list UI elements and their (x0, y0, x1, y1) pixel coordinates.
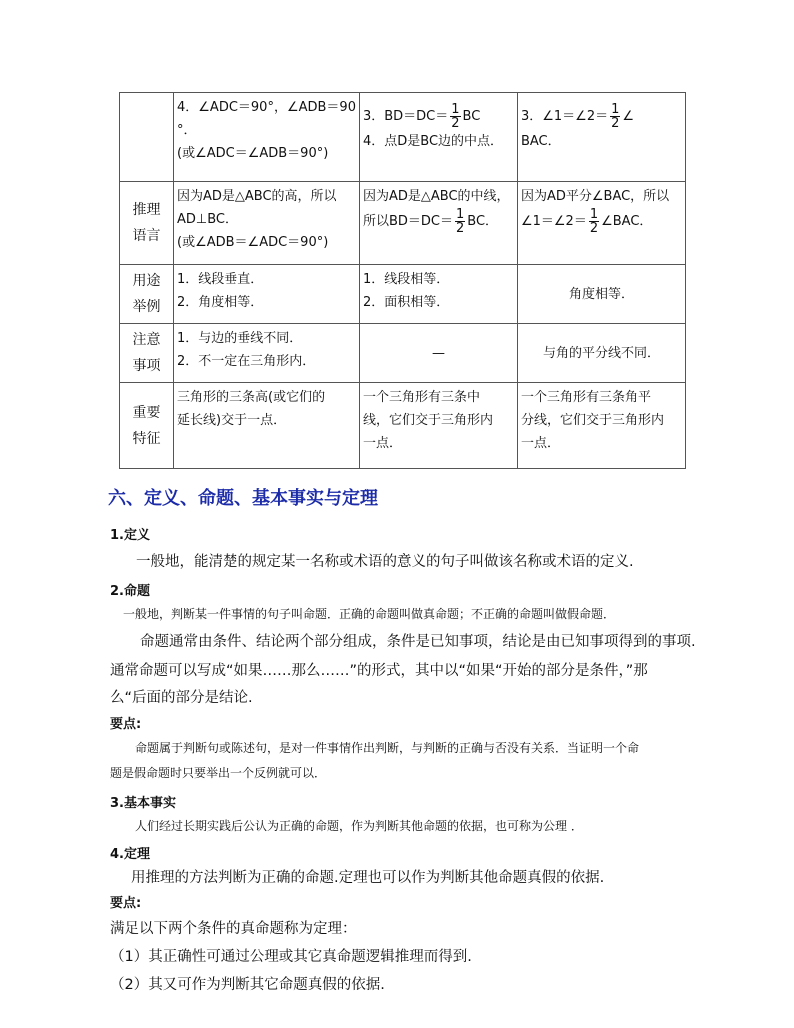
table-cell: — (359, 324, 517, 383)
section-title: 六、定义、命题、基本事实与定理 (108, 488, 378, 509)
theorem-conditions: 满足以下两个条件的真命题称为定理： (110, 921, 357, 937)
definition-heading: 1.定义 (110, 528, 150, 543)
table-cell: 一个三角形有三条角平 分线，它们交于三角形内 一点． (517, 383, 685, 469)
table-row (120, 93, 686, 182)
table-cell: 4．∠ADC＝90°，∠ADB＝90 °． (或∠ADC＝∠ADB＝90°) (174, 93, 360, 182)
fraction: $\frac{1}{2}$ (456, 207, 465, 236)
fraction: $\frac{1}{2}$ (451, 102, 460, 131)
table-cell: 角度相等． (517, 265, 685, 324)
basic-fact-heading: 3.基本事实 (110, 796, 176, 811)
row-label-empty (120, 93, 174, 182)
theorem-text: 用推理的方法判断为正确的命题.定理也可以作为判断其他命题真假的依据. (131, 870, 605, 886)
table-cell: 3．∠1＝∠2＝ $\frac{1}{2}$ ∠ BAC． (517, 93, 685, 182)
proposition-text: 么“后面的部分是结论. (110, 690, 253, 706)
table-row (120, 265, 686, 324)
table-row (120, 182, 686, 265)
table-row (120, 324, 686, 383)
table-cell: 与角的平分线不同． (517, 324, 685, 383)
condition-item: （1）其正确性可通过公理或其它真命题逻辑推理而得到. (110, 949, 472, 965)
definition-text: 一般地，能清楚的规定某一名称或术语的意义的句子叫做该名称或术语的定义. (136, 554, 634, 570)
basic-fact-text: 人们经过长期实践后公认为正确的命题，作为判断其他命题的依据，也可称为公理 ． (135, 819, 583, 833)
geometry-table (119, 92, 686, 469)
fraction: $\frac{1}{2}$ (611, 102, 620, 131)
key-points-heading: 要点: (110, 896, 142, 911)
theorem-heading: 4.定理 (110, 847, 150, 862)
key-points-heading: 要点: (110, 717, 142, 732)
fraction: $\frac{1}{2}$ (589, 207, 599, 236)
table-cell: 3．BD＝DC＝ $\frac{1}{2}$ BC 4．点D是BC边的中点． (359, 93, 517, 182)
table-row (120, 383, 686, 469)
table-cell: 因为AD是△ABC的高，所以 AD⊥BC． (或∠ADB＝∠ADC＝90°) (174, 182, 360, 265)
key-points-text: 题是假命题时只要举出一个反例就可以． (110, 766, 327, 780)
proposition-text: 命题通常由条件、结论两个部分组成，条件是已知事项，结论是由已知事项得到的事项. (140, 634, 696, 650)
table-cell: 1．与边的垂线不同． 2．不一定在三角形内． (174, 324, 360, 383)
key-points-text: 命题属于判断句或陈述句，是对一件事情作出判断，与判断的正确与否没有关系．当证明一个命 (135, 741, 640, 755)
row-label: 用途 举例 (120, 265, 174, 324)
table-cell: 因为AD是△ABC的中线， 所以BD＝DC＝ $\frac{1}{2}$ BC． (359, 182, 517, 265)
table-cell: 因为AD平分∠BAC，所以 ∠1＝∠2＝ $\frac{1}{2}$ ∠BAC． (517, 182, 685, 265)
table-cell: 三角形的三条高(或它们的 延长线)交于一点． (174, 383, 360, 469)
row-label: 重要 特征 (120, 383, 174, 469)
proposition-heading: 2.命题 (110, 584, 150, 599)
proposition-text: 一般地，判断某一件事情的句子叫命题．正确的命题叫做真命题；不正确的命题叫做假命题． (123, 607, 616, 621)
proposition-text: 通常命题可以写成“如果……那么……”的形式，其中以“如果“开始的部分是条件，”那 (110, 663, 648, 679)
row-label: 推理 语言 (120, 182, 174, 265)
table-cell: 一个三角形有三条中 线，它们交于三角形内 一点． (359, 383, 517, 469)
table-cell: 1．线段垂直． 2．角度相等． (174, 265, 360, 324)
table-cell: 1．线段相等． 2．面积相等． (359, 265, 517, 324)
row-label: 注意 事项 (120, 324, 174, 383)
condition-item: （2）其又可作为判断其它命题真假的依据. (110, 977, 385, 993)
